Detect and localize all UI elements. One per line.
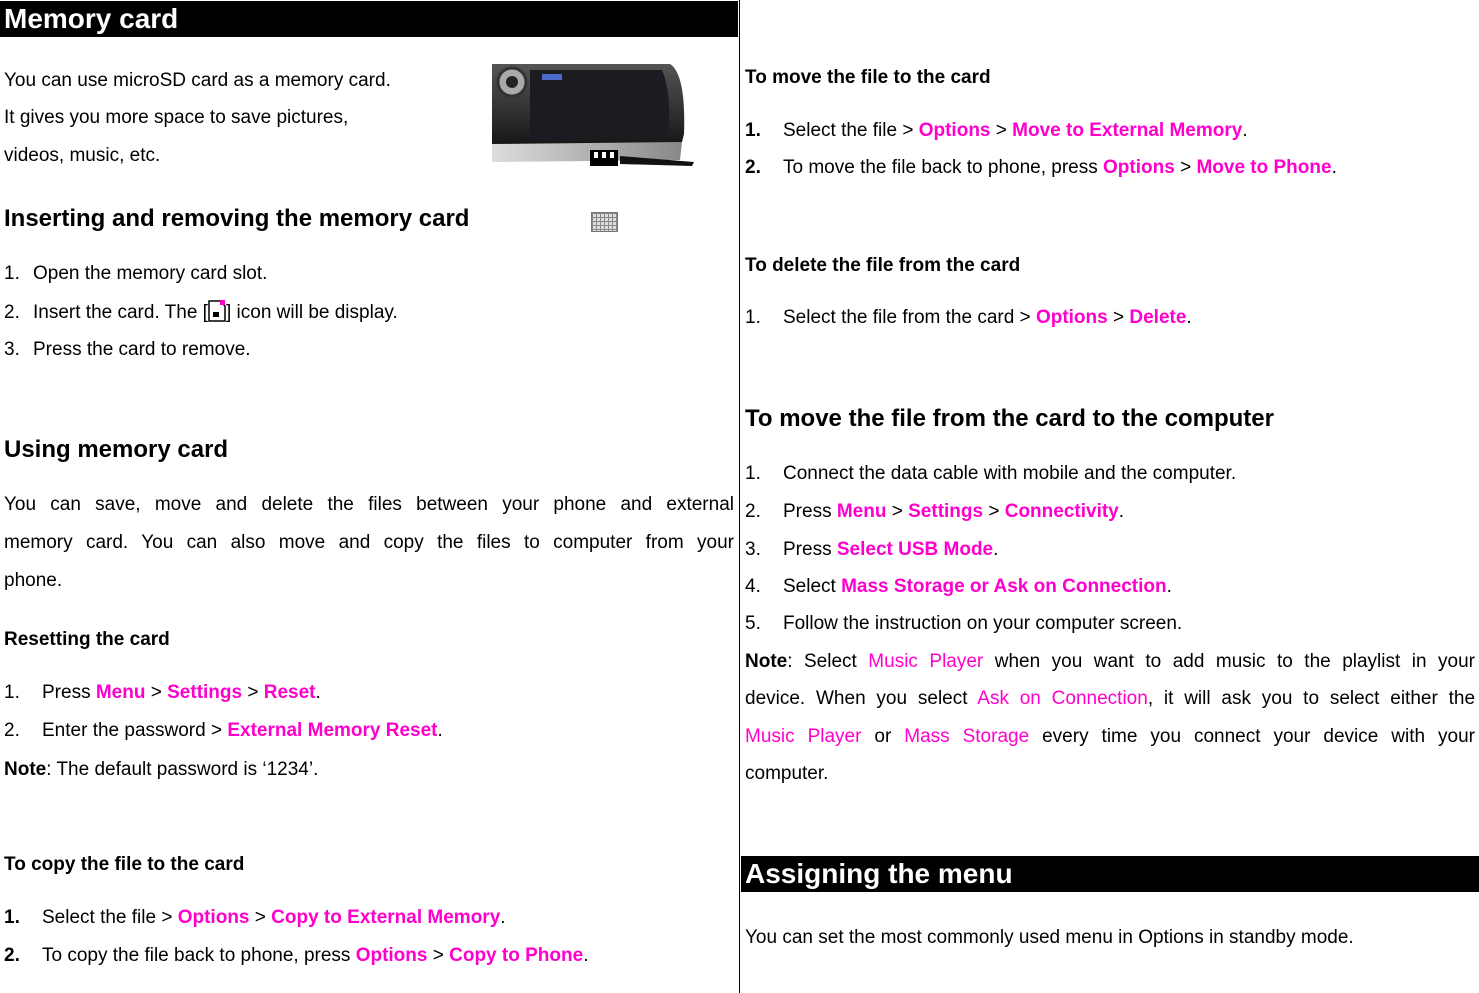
heading-copy-file: To copy the file to the card [4, 854, 245, 875]
text-span: Press [42, 682, 96, 703]
heading-inserting-removing: Inserting and removing the memory card [4, 205, 470, 232]
note-line [745, 651, 1475, 673]
text-span: Note [4, 759, 47, 780]
text-span: . [993, 539, 999, 560]
text-span: device. When you select [745, 688, 978, 709]
text-span: > [427, 945, 450, 966]
menu-path-move-phone: Move to Phone [1196, 157, 1332, 178]
text-span: > [242, 682, 264, 703]
menu-path-select-usb-mode: Select USB Mode [836, 539, 994, 560]
menu-path-options: Options [355, 945, 428, 966]
text-span: Ask on Connection [977, 688, 1148, 709]
paragraph-line: phone. [4, 570, 63, 591]
text-span: 2. [4, 720, 20, 741]
text-span: 3. [4, 339, 20, 360]
text-span: 1. [4, 682, 20, 703]
text-span: . [1118, 501, 1125, 522]
text-span: . [1186, 307, 1192, 328]
text-span: 2. [4, 302, 20, 323]
left-column [0, 0, 738, 993]
menu-path-settings: Settings [908, 501, 984, 522]
menu-path-options: Options [177, 907, 250, 928]
text-span: or [861, 726, 905, 747]
list-item [745, 157, 1337, 179]
text-span: Select [783, 576, 842, 597]
menu-path-settings: Settings [167, 682, 243, 703]
menu-path-options: Options [1103, 157, 1175, 178]
text-span: Select the file from the card > [783, 307, 1036, 328]
text-span: Connect the data cable with mobile and the computer. [783, 463, 1237, 484]
text-span: 2. [745, 501, 761, 522]
note-line: computer. [745, 763, 829, 784]
text-span: Follow the instruction on your computer screen. [783, 613, 1183, 634]
list-item [4, 263, 267, 285]
menu-path-delete: Delete [1129, 307, 1187, 328]
menu-path-copy-phone: Copy to Phone [449, 945, 584, 966]
text-span: Music Player [868, 651, 984, 672]
section-title-assigning-menu: Assigning the menu [741, 856, 1479, 892]
text-span: Enter the password > [42, 720, 228, 741]
text-span: 1. [745, 120, 761, 141]
text-span: when you want to add music to the playlist in your [983, 651, 1475, 672]
menu-path-menu: Menu [95, 682, 146, 703]
text-span: : The default password is ‘1234’. [46, 759, 319, 780]
text-span: . [437, 720, 443, 741]
note [4, 759, 318, 781]
list-item [4, 720, 443, 742]
list-item [4, 682, 321, 704]
list-item [745, 576, 1172, 598]
list-item [745, 307, 1192, 329]
text-span: > [1107, 307, 1130, 328]
text-span: > [145, 682, 168, 703]
list-item [4, 339, 251, 361]
text-span: Insert the card. The [ [33, 302, 208, 323]
text-span: Note [745, 651, 788, 672]
heading-move-file: To move the file to the card [745, 67, 991, 88]
text-span: Select the file > [42, 907, 178, 928]
text-span: Press [783, 501, 837, 522]
text-span: . [583, 945, 589, 966]
text-span: Music Player [745, 726, 862, 747]
list-item [4, 945, 588, 967]
text-span: To copy the file back to phone, press [42, 945, 356, 966]
text-span: ] icon will be display. [225, 302, 398, 323]
menu-path-connectivity: Connectivity [1004, 501, 1119, 522]
heading-resetting-card: Resetting the card [4, 629, 170, 650]
list-item [745, 613, 1182, 635]
section-title-memory-card: Memory card [0, 1, 738, 37]
text-span: : Select [787, 651, 869, 672]
heading-move-to-computer: To move the file from the card to the computer [745, 405, 1274, 432]
intro-line: It gives you more space to save pictures, [4, 107, 349, 128]
text-span: , it will ask you to select either the [1147, 688, 1476, 709]
text-span: 1. [4, 907, 20, 928]
right-column [741, 0, 1479, 993]
menu-path-copy-external: Copy to External Memory [271, 907, 501, 928]
list-item [745, 539, 998, 561]
memory-card-status-icon [591, 212, 618, 232]
list-item [745, 120, 1248, 142]
column-divider [739, 0, 740, 993]
text-span: . [1242, 120, 1248, 141]
paragraph-line: You can set the most commonly used menu in Options in standby mode. [745, 927, 1354, 948]
text-span: every time you connect your device with your [1029, 726, 1475, 747]
menu-path-options: Options [1035, 307, 1108, 328]
text-span: 1. [745, 463, 761, 484]
text-span: . [500, 907, 506, 928]
text-span: . [315, 682, 321, 703]
text-span: To move the file back to phone, press [783, 157, 1104, 178]
intro-line: You can use microSD card as a memory card. [4, 70, 391, 91]
text-span: . [1331, 157, 1337, 178]
text-span: Press [783, 539, 837, 560]
text-span: > [983, 501, 1005, 522]
list-item [745, 463, 1236, 485]
text-span: Mass Storage [904, 726, 1030, 747]
text-span: 2. [745, 157, 761, 178]
text-span: 1. [4, 263, 20, 284]
heading-using-memory-card: Using memory card [4, 436, 229, 463]
list-item [745, 501, 1124, 523]
text-span: > [249, 907, 272, 928]
text-span: Open the memory card slot. [33, 263, 268, 284]
list-item [4, 300, 398, 324]
menu-path-menu: Menu [836, 501, 887, 522]
text-span: Select the file > [783, 120, 919, 141]
text-span: 2. [4, 945, 20, 966]
text-span: 3. [745, 539, 761, 560]
note-line [745, 688, 1475, 710]
text-span: 4. [745, 576, 761, 597]
text-span: > [886, 501, 909, 522]
paragraph-line: You can save, move and delete the files between your phone and external [4, 494, 734, 515]
menu-path-move-external: Move to External Memory [1012, 120, 1243, 141]
menu-path-reset: Reset [263, 682, 316, 703]
menu-path-options: Options [918, 120, 991, 141]
text-span: 1. [745, 307, 761, 328]
text-span: . [1166, 576, 1172, 597]
intro-line: videos, music, etc. [4, 145, 161, 166]
note-line [745, 726, 1475, 748]
text-span: > [990, 120, 1013, 141]
menu-path-external-memory-reset: External Memory Reset [227, 720, 438, 741]
text-span: > [1174, 157, 1197, 178]
heading-delete-file: To delete the file from the card [745, 255, 1021, 276]
menu-path-mass-storage: Mass Storage or Ask on Connection [841, 576, 1167, 597]
text-span: Press the card to remove. [33, 339, 251, 360]
phone-with-memory-card-image [490, 64, 696, 172]
text-span: 5. [745, 613, 761, 634]
sd-card-icon [208, 300, 226, 322]
paragraph-line: memory card. You can also move and copy the files to computer from your [4, 532, 734, 553]
list-item [4, 907, 506, 929]
